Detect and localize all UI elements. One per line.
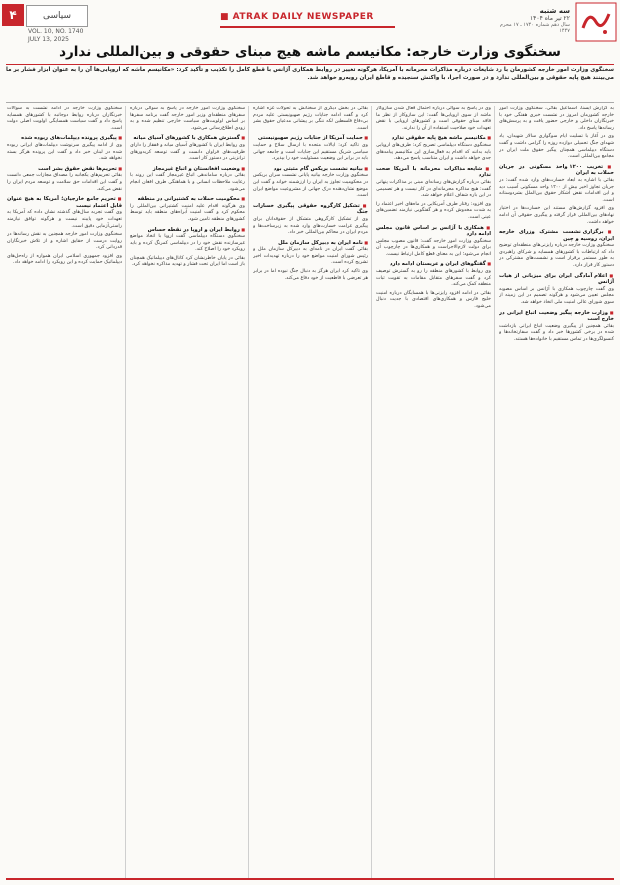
paragraph: سخنگوی وزارت خارجه بیانیه پایانی نشست سران بریکس در محکومیت تجاوز به ایران را ارزشمند خواند و گفت این موضع نشان‌دهنده درک جهانی از مشروعیت مواضع ایران است. bbox=[253, 173, 368, 199]
bottom-rule bbox=[6, 878, 614, 880]
paragraph: وی تاکید کرد: ایالات متحده با ارسال سلاح و حمایت سیاسی شریک مستقیم این جنایات است و جامعه جهانی باید در برابر این وضعیت مسئولیت خود را بپذیرد. bbox=[253, 142, 368, 162]
subheading: ■ روابط ایران و اروپا در نقطه حساس bbox=[130, 227, 245, 234]
article-columns bbox=[6, 106, 614, 878]
subheading: ■ شایعه مذاکرات محرمانه با آمریکا صحت ندارد bbox=[376, 166, 491, 179]
paragraph: بقائی تحریم‌های یکجانبه را مصداق مجازات جمعی دانست و گفت این اقدامات حق سلامت و توسعه مردم ایران را نقض می‌کند. bbox=[7, 173, 122, 192]
paragraph: وی در آغاز با تسلیت ایام سوگواری سالار شهیدان، یاد شهدای جنگ تحمیلی دوازده روزه را گرامی داشت و گفت دستگاه دیپلماسی همچنان پیگیر حقوق ملت ایران در مجامع بین‌المللی است. bbox=[499, 134, 614, 160]
article-column-1 bbox=[499, 106, 614, 878]
masthead-title: ■ ATRAK DAILY NEWSPAPER bbox=[220, 12, 374, 22]
paragraph: وی افزود گزارش‌های مستند این خسارت‌ها در اختیار نهادهای بین‌المللی قرار گرفته و پیگیری حقوقی آن ادامه خواهد داشت. bbox=[499, 206, 614, 225]
column-divider bbox=[125, 106, 126, 878]
paragraph: سخنگوی دستگاه دیپلماسی تصریح کرد: طرف‌های اروپایی باید بدانند که اقدام به فعال‌سازی این مکانیسم پیامدهای جدی خواهد داشت و ایران متناسب پاسخ می‌دهد. bbox=[376, 142, 491, 162]
headline: سخنگوی وزارت خارجه: مکانیسم ماشه هیج مبنای حقوقی و بین‌المللی ندارد bbox=[59, 44, 561, 60]
subheading: ■ تخریب ۱۲۰۰ واحد مسکونی در جریان حملات به ایران bbox=[499, 164, 614, 177]
paragraph: سخنگوی دستگاه دیپلماسی گفت اروپا با اتخاذ مواضع غیرسازنده نقش خود را در دیپلماسی کمرنگ کرده و باید رویکرد خود را اصلاح کند. bbox=[130, 234, 245, 253]
column-divider bbox=[248, 106, 249, 878]
paragraph: بقائی با اشاره به ابعاد خسارت‌های وارد شده گفت: در جریان تجاوز اخیر بیش از ۱۲۰۰ واحد مسکونی آسیب دید و این اقدامات نقض آشکار حقوق بین‌الملل بشردوستانه است. bbox=[499, 177, 614, 203]
subheading: ■ اعلام آمادگی ایران برای میزبانی از هیات آژانس bbox=[499, 273, 614, 286]
lead-bottom-rule bbox=[6, 102, 614, 103]
subheading: ■ پیگیری پرونده دیپلمات‌های ربوده شده bbox=[7, 135, 122, 142]
paragraph: وی افزود: رفتار طرف آمریکایی در ماه‌های اخیر اعتماد را به شدت مخدوش کرده و هر گفتگویی نیازمند تضمین‌های عینی است. bbox=[376, 201, 491, 220]
volume-line: VOL. 10, NO. 1740 bbox=[28, 28, 84, 35]
subheading: ■ نامه ایران به دبیرکل سازمان ملل bbox=[253, 240, 368, 247]
paragraph: وی روابط ایران با کشورهای آسیای میانه و قفقاز را دارای ظرفیت‌های فراوان دانست و گفت توسعه کریدورهای ترانزیتی در دستور کار است. bbox=[130, 142, 245, 162]
paragraph: به گزارش ایسنا، اسماعیل بقائی، سخنگوی وزارت امور خارجه کشورمان امروز در نشست خبری هفتگی خود با خبرنگاران داخلی و خارجی حضور یافت و به پرسش‌های رسانه‌ها پاسخ داد. bbox=[499, 106, 614, 131]
paragraph: سخنگوی وزارت خارجه در ادامه نشست به سوالات خبرنگاران درباره روابط دوجانبه با کشورهای همسایه پاسخ داد و گفت سیاست همسایگی اولویت اصلی دولت است. bbox=[7, 106, 122, 131]
atrak-logo-icon bbox=[575, 2, 617, 42]
subheading: ■ گفتگوهای ایران و عربستان ادامه دارد bbox=[376, 261, 491, 268]
paragraph: وی در پاسخ به سوالی درباره احتمال فعال شدن سازوکار ماشه از سوی اروپایی‌ها گفت: این سازوکار از نظر ما فاقد مبنای حقوقی است و کشورهای اروپایی با نقض تعهدات خود صلاحیت استفاده از آن را ندارند. bbox=[376, 106, 491, 131]
subheading: ■ همکاری با آژانس بر اساس قانون مجلس ادامه دارد bbox=[376, 225, 491, 238]
subheading: ■ بیانیه نشست بریکس گام مثبتی بود bbox=[253, 166, 368, 173]
date-day: سه شنبه bbox=[539, 7, 570, 15]
paragraph: وی از تشکیل کارگروهی متشکل از حقوقدانان برای پیگیری غرامت خسارت‌های وارد شده به زیرساخت‌ها و مردم ایران در محاکم بین‌المللی خبر داد. bbox=[253, 216, 368, 236]
paragraph: بقائی درباره گزارش‌های رسانه‌ای مبنی بر مذاکرات پنهانی گفت: هیچ مذاکره محرمانه‌ای در کار نیست و هر تصمیمی در این باره شفاف اعلام خواهد شد. bbox=[376, 179, 491, 199]
subheading: ■ وزارت خارجه پیگیر وضعیت اتباع ایرانی در خارج است bbox=[499, 310, 614, 323]
date-hijri: سال دهم شماره ۱۷۴۰ ـ ۱۷ محرم ۱۴۴۷ bbox=[499, 22, 570, 34]
paragraph: سخنگوی وزارت خارجه درباره رایزنی‌های منطقه‌ای توضیح داد که ارتباطات با کشورهای همسایه و شرکای راهبردی به طور مستمر برقرار است و نشست‌های مشترکی در دستور کار قرار دارد. bbox=[499, 243, 614, 269]
paragraph: وی گفت چارچوب همکاری با آژانس بر اساس مصوبه مجلس تعیین می‌شود و هرگونه تصمیم در این زمینه از سوی شورای عالی امنیت ملی اتخاذ خواهد شد. bbox=[499, 286, 614, 306]
subheading: ■ مکانیسم ماشه هیچ پایه حقوقی ندارد bbox=[376, 135, 491, 142]
article-column-4 bbox=[130, 106, 245, 878]
date-block bbox=[490, 7, 570, 34]
masthead-rule bbox=[220, 26, 395, 28]
paragraph: بقائی در پایان خاطرنشان کرد کانال‌های دیپلماتیک همچنان باز است اما ایران تحت فشار و تهدید مذاکره نخواهد کرد. bbox=[130, 255, 245, 268]
paragraph: وی تاکید کرد ایران هرگز به دنبال جنگ نبوده اما در برابر هر تعرضی با قاطعیت از خود دفاع می‌کند. bbox=[253, 269, 368, 281]
subheading: ■ گسترش همکاری با کشورهای آسیای میانه bbox=[130, 135, 245, 142]
paragraph: وی از ادامه پیگیری سرنوشت دیپلمات‌های ایرانی ربوده شده در لبنان خبر داد و گفت این پرونده هرگز بسته نخواهد شد. bbox=[7, 142, 122, 162]
lead-top-rule bbox=[6, 64, 614, 65]
article-column-2 bbox=[376, 106, 491, 878]
paragraph: وی روابط با کشورهای منطقه را رو به گسترش توصیف کرد و گفت سفرهای متقابل مقامات به تقویت ثبات منطقه کمک می‌کند. bbox=[376, 269, 491, 288]
paragraph: سخنگوی وزارت امور خارجه در پاسخ به سوالی درباره سفرهای منطقه‌ای وزیر امور خارجه گفت برنامه سفرها بر اساس اولویت‌های سیاست خارجی تنظیم شده و به زودی اطلاع‌رسانی می‌شود. bbox=[130, 106, 245, 131]
subheading: ■ حمایت آمریکا از جنایات رژیم صهیونیستی bbox=[253, 135, 368, 142]
paragraph: بقائی در ادامه افزود رایزنی‌ها با همسایگان درباره امنیت خلیج فارس و همکاری‌های اقتصادی با جدیت دنبال می‌شود. bbox=[376, 290, 491, 310]
subheading: ■ برگزاری نشست مشترک وزرای خارجه ایران، روسیه و چین bbox=[499, 229, 614, 242]
subheading: ■ تشکیل کارگروه حقوقی پیگیری خسارات جنگ bbox=[253, 203, 368, 216]
column-divider bbox=[371, 106, 372, 878]
paragraph: سخنگوی وزارت امور خارجه همچنین به نقش رسانه‌ها در روایت درست از حقایق اشاره و از تلاش خبرنگاران قدردانی کرد. bbox=[7, 232, 122, 251]
subheading: ■ تحریم‌ها نقض حقوق بشر است bbox=[7, 166, 122, 173]
paragraph: سخنگوی وزارت امور خارجه گفت: قانون مصوب مجلس برای دولت لازم‌الاجراست و همکاری‌ها در چارچوب آن انجام می‌شود؛ این به معنای قطع کامل ارتباط نیست. bbox=[376, 238, 491, 257]
paragraph: وی افزود جمهوری اسلامی ایران همواره از راه‌حل‌های دیپلماتیک حمایت کرده و این رویکرد را ادامه خواهد داد. bbox=[7, 253, 122, 266]
date-line-en: JULY 13, 2025 bbox=[28, 36, 69, 43]
paragraph: بقائی همچنین از پیگیری وضعیت اتباع ایرانی بازداشت شده در برخی کشورها خبر داد و گفت سفارتخانه‌ها و کنسولگری‌ها در تماس مستقیم با خانواده‌ها هستند. bbox=[499, 323, 614, 342]
column-divider bbox=[494, 106, 495, 878]
lead-paragraph: سخنگوی وزارت امور خارجه کشورمان با رد شایعات درباره مذاکرات محرمانه با آمریکا، هرگونه تغییر در روابط همکاری آژانس با قطع کامل را تکذیب و تأکید کرد: «مکانیسم ماشه که اروپایی‌ها آن را به عنوان ابزار فشار بر ما می‌بینند هیچ پایه حقوقی و بین‌المللی ندارد و در صورت اجرا، با واکنش سنجیده و قاطع ایران روبه‌رو خواهد شد. bbox=[6, 67, 614, 81]
paragraph: بقائی در بخش دیگری از سخنانش به تحولات غزه اشاره کرد و گفت ادامه جنایات رژیم صهیونیستی علیه مردم بی‌دفاع فلسطین لکه ننگی بر پیشانی مدعیان حقوق بشر است. bbox=[253, 106, 368, 131]
paragraph: وی هرگونه اقدام علیه امنیت کشتیرانی بین‌المللی را محکوم کرد و گفت امنیت آبراه‌های منطقه باید توسط کشورهای منطقه تامین شود. bbox=[130, 203, 245, 222]
subheading: ■ وضعیت افغانستان و اتباع غیرمجاز bbox=[130, 166, 245, 173]
volume-info bbox=[28, 28, 118, 44]
section-label: سیاسی bbox=[26, 5, 88, 27]
article-column-5 bbox=[7, 106, 122, 878]
article-column-3 bbox=[253, 106, 368, 878]
paragraph: بقائی درباره ساماندهی اتباع غیرمجاز گفت این روند با رعایت ملاحظات انسانی و با هماهنگی طرف افغان انجام می‌شود. bbox=[130, 173, 245, 192]
page-number: ۴ bbox=[2, 4, 24, 26]
subheading: ■ محکومیت حملات به کشتیرانی در منطقه bbox=[130, 196, 245, 203]
paragraph: بقائی گفت ایران در نامه‌ای به دبیرکل سازمان ملل و رئیس شورای امنیت مواضع خود را درباره تهدیدات اخیر تشریح کرده است. bbox=[253, 247, 368, 266]
subheading: ■ تحریم جامع خارجیان؛ آمریکا به هیچ عنوان قابل اعتماد نیست bbox=[7, 196, 122, 209]
paragraph: وی گفت تجربه سال‌های گذشته نشان داده که آمریکا به تعهدات خود پایبند نیست و هرگونه توافق نیازمند راستی‌آزمایی دقیق است. bbox=[7, 210, 122, 229]
date-fa: ۲۲ تیر ماه ۱۴۰۴ bbox=[529, 15, 570, 22]
